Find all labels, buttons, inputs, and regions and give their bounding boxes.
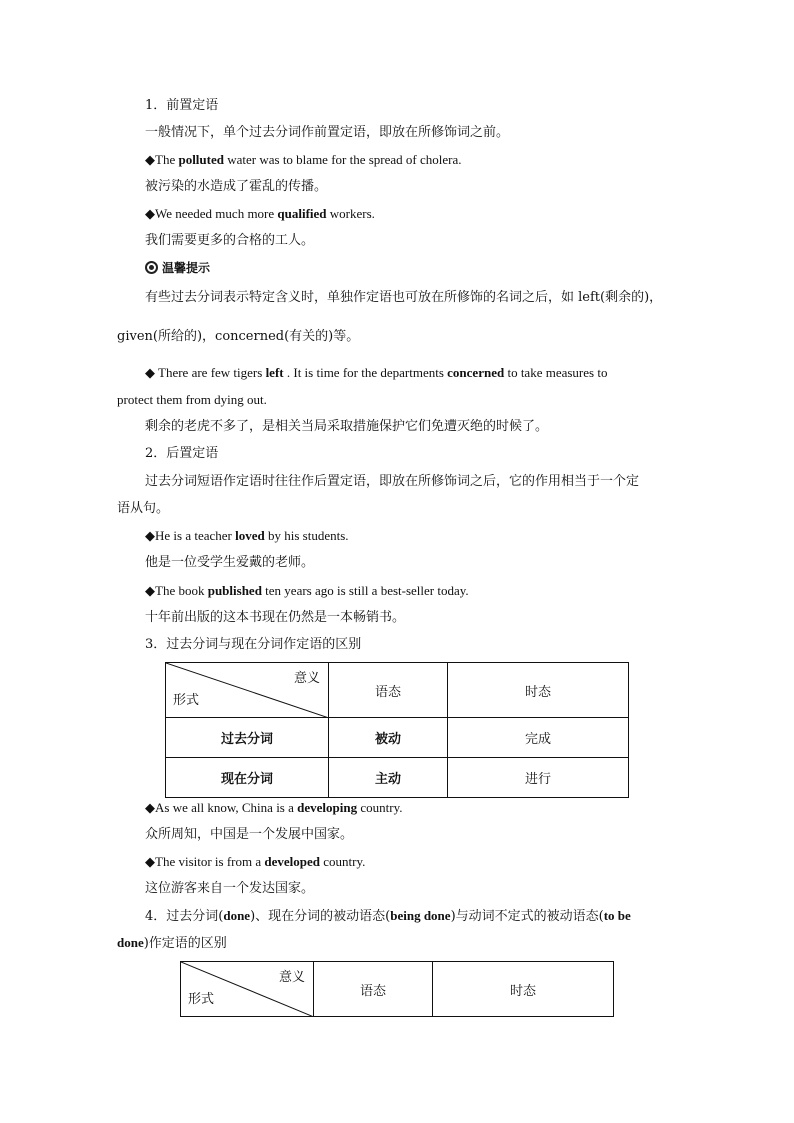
column-header: 语态 <box>314 962 433 1017</box>
example-sentence: ◆The book published ten years ago is still a best-seller today. <box>145 583 469 598</box>
section-1-intro: 一般情况下，单个过去分词作前置定语，即放在所修饰词之前。 <box>145 125 510 140</box>
comparison-table <box>165 662 629 798</box>
table-cell: 完成 <box>448 718 629 758</box>
corner-label-bottom: 形式 <box>173 693 200 708</box>
tip-header: 温馨提示 <box>145 259 210 277</box>
section-2-intro: 语从句。 <box>117 501 170 516</box>
section-4-heading: 4．过去分词(done)、现在分词的被动语态(being done)与动词不定式的被动语态(to be <box>145 908 631 924</box>
table-corner-cell <box>181 962 314 1017</box>
section-1-heading: 1．前置定语 <box>145 98 219 113</box>
column-header: 时态 <box>433 962 614 1017</box>
example-translation: 众所周知，中国是一个发展中国家。 <box>145 827 354 842</box>
example-sentence: ◆As we all know, China is a developing country. <box>145 800 403 815</box>
example-translation: 剩余的老虎不多了，是相关当局采取措施保护它们免遭灭绝的时候了。 <box>145 419 549 434</box>
corner-label-top: 意义 <box>278 970 305 985</box>
corner-label-top: 意义 <box>293 671 320 686</box>
corner-label-bottom: 形式 <box>188 992 215 1007</box>
section-2-intro: 过去分词短语作定语时往往作后置定语，即放在所修饰词之后，它的作用相当于一个定 <box>145 474 640 489</box>
example-translation: 他是一位受学生爱戴的老师。 <box>145 555 315 570</box>
example-translation: 十年前出版的这本书现在仍然是一本畅销书。 <box>145 610 406 625</box>
table-row <box>166 758 629 798</box>
section-3-heading: 3．过去分词与现在分词作定语的区别 <box>145 637 362 652</box>
column-header: 时态 <box>448 663 629 718</box>
table-cell: 主动 <box>329 758 448 798</box>
example-sentence: ◆The visitor is from a developed country. <box>145 854 366 869</box>
example-translation: 这位游客来自一个发达国家。 <box>145 881 315 896</box>
tip-text: 有些过去分词表示特定含义时，单独作定语也可放在所修饰的名词之后，如 left(剩余的)， <box>145 290 663 305</box>
example-sentence: ◆He is a teacher loved by his students. <box>145 528 349 543</box>
column-header: 语态 <box>329 663 448 718</box>
example-translation: 被污染的水造成了霍乱的传播。 <box>145 179 328 194</box>
example-translation: 我们需要更多的合格的工人。 <box>145 233 315 248</box>
table-corner-cell <box>166 663 329 718</box>
section-4-heading-continued: done)作定语的区别 <box>117 935 227 951</box>
tip-icon <box>145 261 158 274</box>
table-cell: 被动 <box>329 718 448 758</box>
table-cell: 现在分词 <box>166 758 329 798</box>
tip-text: given(所给的)，concerned(有关的)等。 <box>117 329 360 344</box>
example-sentence: ◆ There are few tigers left . It is time for the departments concerned to take measures to <box>145 365 608 380</box>
example-sentence: ◆We needed much more qualified workers. <box>145 206 375 221</box>
section-2-heading: 2．后置定语 <box>145 446 219 461</box>
table-cell: 进行 <box>448 758 629 798</box>
table-cell: 过去分词 <box>166 718 329 758</box>
table-row <box>166 718 629 758</box>
example-sentence: ◆The polluted water was to blame for the spread of cholera. <box>145 152 462 167</box>
comparison-table-2 <box>180 961 614 1017</box>
example-sentence-continued: protect them from dying out. <box>117 392 267 407</box>
